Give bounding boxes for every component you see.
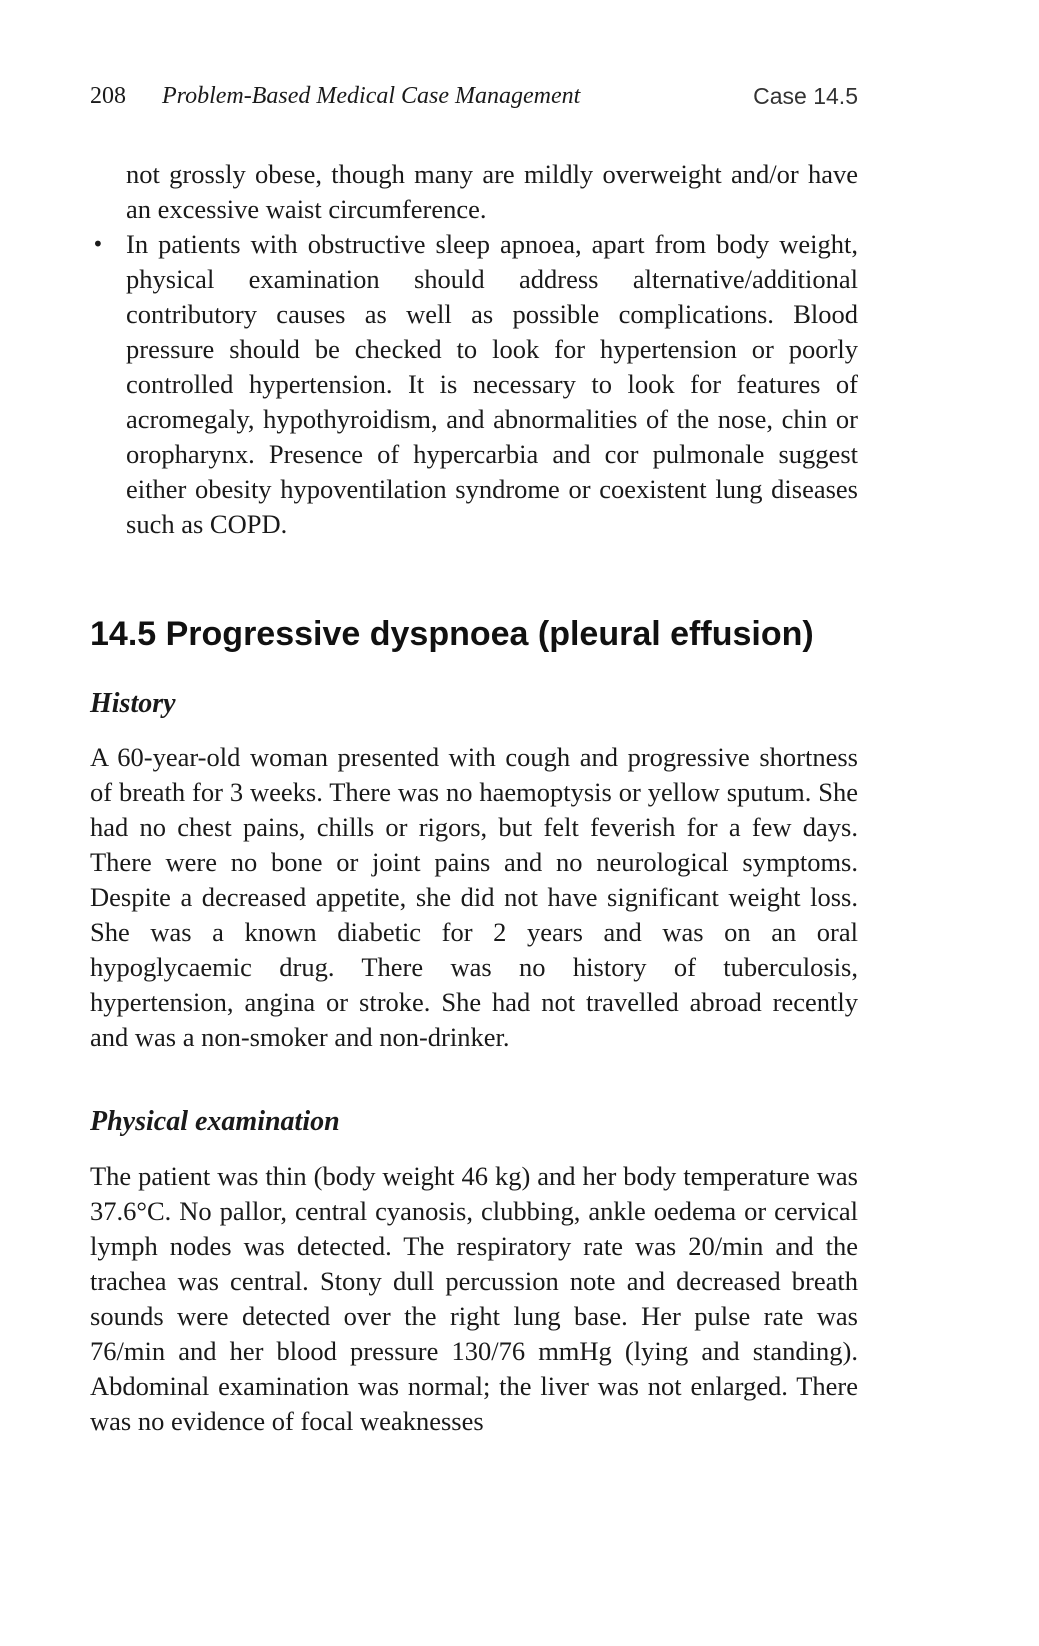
bullet-dot-icon: •: [92, 232, 104, 256]
bullet-item-text: In patients with obstructive sleep apnoea, apart from body weight, physical examination should address alternative/additional contributory causes as well as possible complications. Blood pressure should be checked to look for hypertension or poorly controlled hypertension. It is necessary to look for features of acromegaly, hypothyroidism, and abnormalities of the nose, chin or oropharynx. Presence of hypercarbia and cor pulmonale suggest either obesity hypoventilation syndrome or coexistent lung diseases such as COPD.: [126, 229, 858, 539]
physical-examination-paragraph: The patient was thin (body weight 46 kg) and her body temperature was 37.6°C. No pallor, central cyanosis, clubbing, ankle oedema or cervical lymph nodes was detected. The respiratory rate was 20/min and the trachea was central. Stony dull percussion note and decreased breath sounds were detected over the right lung base. Her pulse rate was 76/min and her blood pressure 130/76 mmHg (lying and standing). Abdominal examination was normal; the liver was not enlarged. There was no evidence of focal weaknesses: [90, 1161, 858, 1436]
book-page: [90, 0, 858, 1646]
bullet-continuation-text: not grossly obese, though many are mildly overweight and/or have an excessive waist circumference.: [126, 159, 858, 224]
history-heading: History: [90, 688, 176, 719]
history-paragraph: A 60-year-old woman presented with cough and progressive shortness of breath for 3 weeks. There was no haemoptysis or yellow sputum. She had no chest pains, chills or rigors, but felt feverish for a few days. There were no bone or joint pains and no neurological symptoms. Despite a decreased appetite, she did not have significant weight loss. She was a known diabetic for 2 years and was on an oral hypoglycaemic drug. There was no history of tuberculosis, hypertension, angina or stroke. She had not travelled abroad recently and was a non-smoker and non-drinker.: [90, 742, 858, 1052]
page-number: 208: [90, 83, 126, 109]
running-head: [90, 78, 858, 114]
bullet-list: [90, 157, 858, 542]
book-title: Problem-Based Medical Case Management: [162, 83, 581, 109]
section-title: 14.5 Progressive dyspnoea (pleural effusion): [90, 615, 814, 653]
case-label: Case 14.5: [753, 83, 858, 109]
bullet-item: [90, 227, 858, 542]
physical-examination-heading: Physical examination: [90, 1106, 340, 1137]
